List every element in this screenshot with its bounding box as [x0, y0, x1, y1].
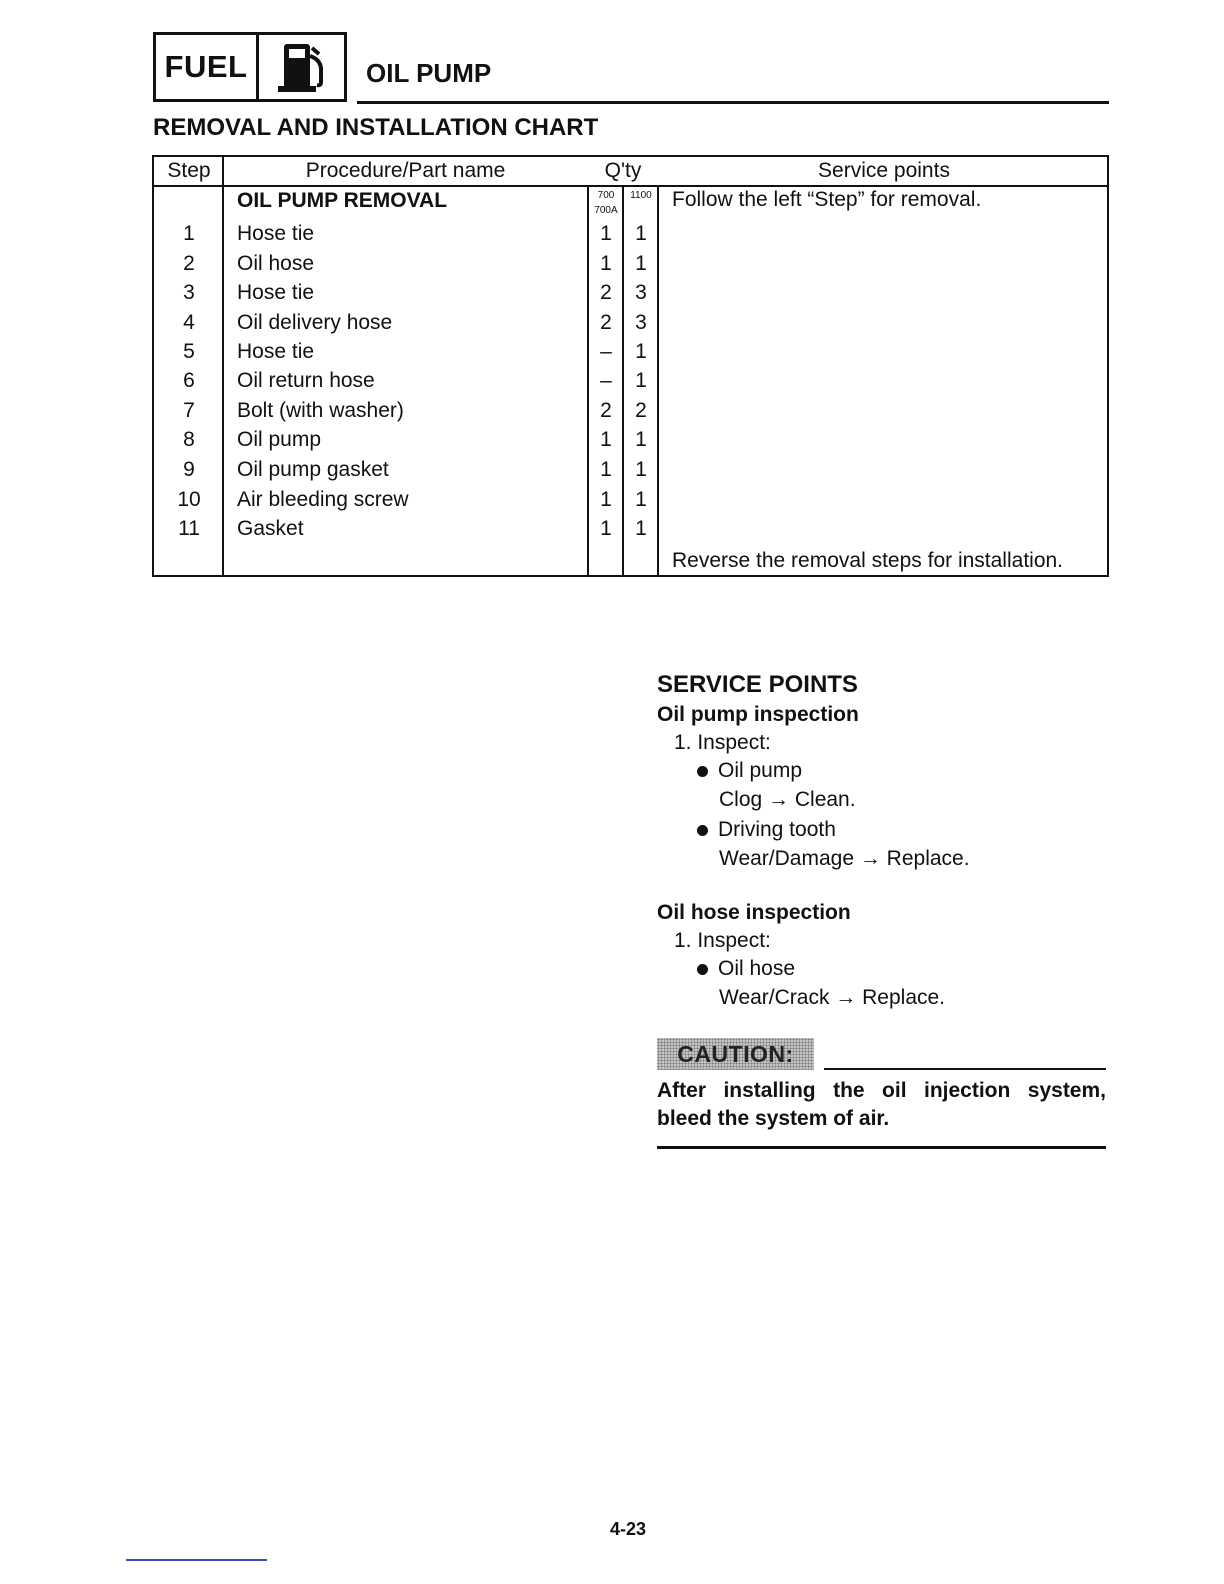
pump-item2-detail: Wear/Damage → Replace. — [719, 847, 970, 870]
row-qty-1100: 2 — [635, 399, 647, 422]
row-qty-1100: 1 — [635, 517, 647, 540]
row-step: 9 — [183, 458, 195, 481]
row-part-name: Hose tie — [237, 281, 315, 304]
caution-badge — [657, 1038, 814, 1070]
qty-model-700: 700 — [597, 190, 615, 201]
header-service: Service points — [818, 159, 950, 182]
row-qty-1100: 1 — [635, 222, 647, 245]
chart-title: REMOVAL AND INSTALLATION CHART — [153, 114, 599, 141]
row-qty-700: 1 — [600, 428, 612, 451]
row-qty-1100: 1 — [635, 458, 647, 481]
row-step: 2 — [183, 252, 195, 275]
service-removal: Follow the left “Step” for removal. — [672, 188, 982, 211]
row-part-name: Oil delivery hose — [237, 311, 393, 334]
pump-item1-detail: Clog → Clean. — [719, 788, 856, 811]
list-item — [697, 957, 795, 981]
row-part-name: Hose tie — [237, 222, 315, 245]
row-qty-700: 1 — [600, 488, 612, 511]
section-badge — [153, 32, 347, 102]
group-title: OIL PUMP REMOVAL — [237, 189, 448, 212]
row-part-name: Bolt (with washer) — [237, 399, 404, 422]
pump-item2: Driving tooth — [718, 818, 836, 841]
header-procedure: Procedure/Part name — [305, 159, 506, 182]
qty-model-1100: 1100 — [630, 190, 652, 201]
hose-item1-detail: Wear/Crack → Replace. — [719, 986, 946, 1009]
row-qty-700: 1 — [600, 458, 612, 481]
caution-rule — [824, 1068, 1106, 1070]
row-step: 3 — [183, 281, 195, 304]
page-number: 4-23 — [609, 1519, 647, 1539]
section-label: FUEL — [156, 35, 259, 99]
bullet-icon — [697, 964, 708, 975]
oil-pump-inspection-title: Oil pump inspection — [657, 703, 859, 726]
row-part-name: Oil pump — [237, 428, 322, 451]
header-step: Step — [167, 159, 211, 182]
footer-line — [126, 1559, 267, 1561]
qty-model-700a: 700A — [594, 205, 618, 216]
row-qty-700: – — [600, 340, 612, 363]
row-step: 5 — [183, 340, 195, 363]
row-step: 8 — [183, 428, 195, 451]
title-rule — [357, 101, 1109, 104]
service-points-heading: SERVICE POINTS — [657, 671, 858, 698]
row-qty-700: 1 — [600, 252, 612, 275]
hose-inspect-step: 1. Inspect: — [674, 929, 771, 952]
page-title: OIL PUMP — [366, 58, 492, 88]
row-part-name: Oil return hose — [237, 369, 375, 392]
oil-hose-inspection-title: Oil hose inspection — [657, 901, 851, 924]
pump-item1: Oil pump — [718, 759, 803, 782]
row-part-name: Oil pump gasket — [237, 458, 389, 481]
fuel-pump-icon — [259, 35, 344, 99]
row-step: 6 — [183, 369, 195, 392]
row-qty-700: – — [600, 369, 612, 392]
hose-item1: Oil hose — [718, 957, 796, 980]
row-qty-1100: 1 — [635, 340, 647, 363]
row-qty-1100: 3 — [635, 281, 647, 304]
row-qty-1100: 1 — [635, 428, 647, 451]
row-step: 4 — [183, 311, 195, 334]
row-qty-1100: 3 — [635, 311, 647, 334]
row-qty-700: 1 — [600, 222, 612, 245]
row-part-name: Hose tie — [237, 340, 315, 363]
row-qty-700: 1 — [600, 517, 612, 540]
row-step: 7 — [183, 399, 195, 422]
caution-bottom-rule — [657, 1146, 1106, 1149]
row-qty-1100: 1 — [635, 488, 647, 511]
row-qty-700: 2 — [600, 281, 612, 304]
caution-label: CAUTION: — [677, 1040, 794, 1067]
row-part-name: Gasket — [237, 517, 304, 540]
row-step: 1 — [183, 222, 195, 245]
row-part-name: Air bleeding screw — [237, 488, 409, 511]
row-qty-700: 2 — [600, 311, 612, 334]
header-qty: Q'ty — [587, 157, 659, 185]
row-step: 10 — [177, 488, 201, 511]
row-part-name: Oil hose — [237, 252, 315, 275]
caution-text: After installing the oil injection system, bleed the system of air. — [657, 1079, 1106, 1130]
bullet-icon — [697, 825, 708, 836]
row-qty-700: 2 — [600, 399, 612, 422]
removal-table — [152, 155, 1109, 577]
row-qty-1100: 1 — [635, 369, 647, 392]
list-item — [697, 818, 836, 842]
list-item — [697, 759, 802, 783]
pump-inspect-step: 1. Inspect: — [674, 731, 771, 754]
row-step: 11 — [178, 517, 200, 540]
row-qty-1100: 1 — [635, 252, 647, 275]
service-installation: Reverse the removal steps for installation. — [672, 549, 1064, 572]
bullet-icon — [697, 766, 708, 777]
